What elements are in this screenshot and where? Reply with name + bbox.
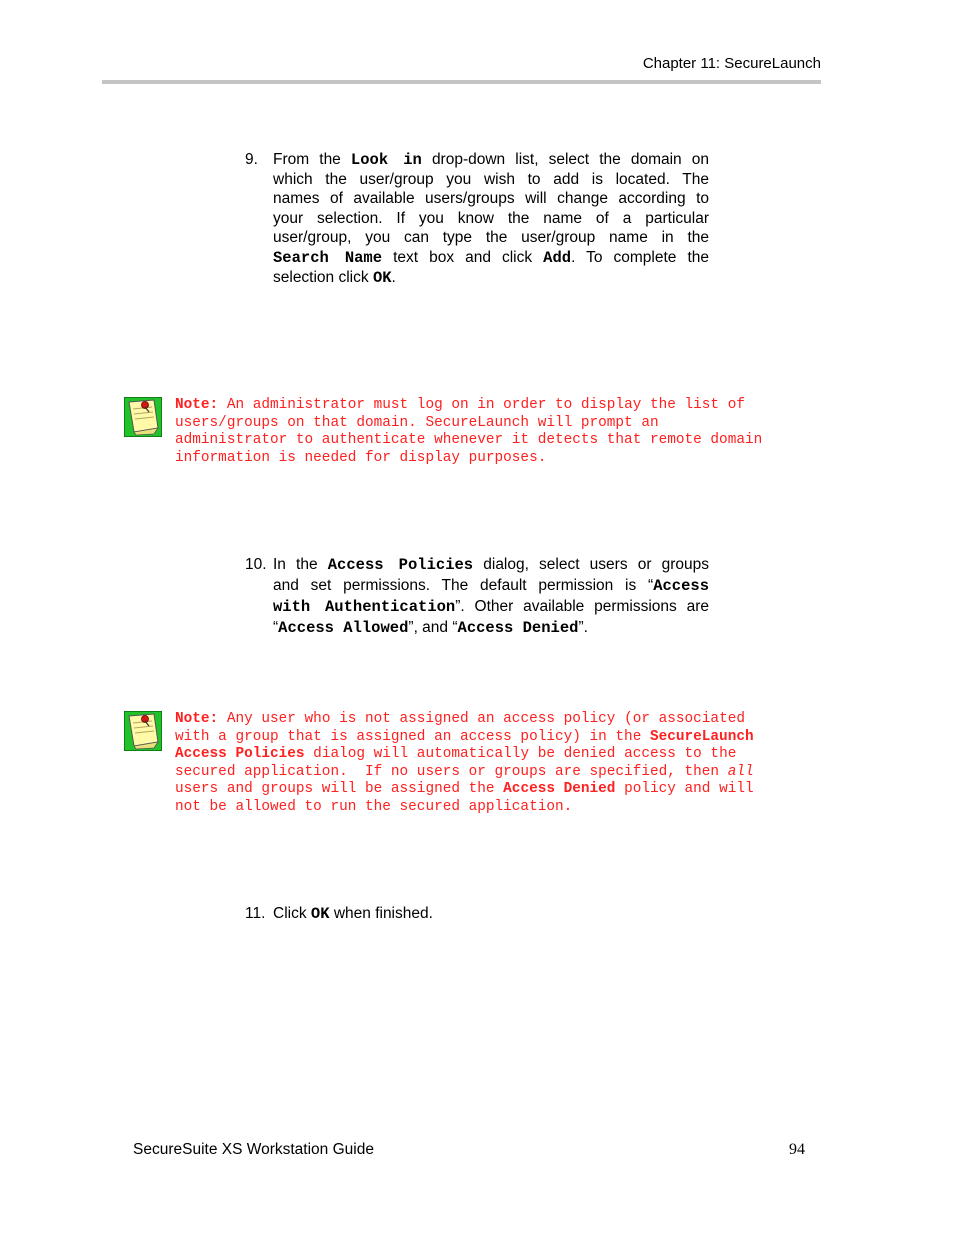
step-line: and set permissions. The default permission is “Access bbox=[273, 577, 709, 595]
step-line: “Access Allowed”, and “Access Denied”. bbox=[273, 619, 588, 637]
note-text: Note: An administrator must log on in order to display the list of users/groups on that domain. SecureLaunch will prompt an administrator to authenticate whenever it detects that remote domain information is needed for display purposes. bbox=[175, 397, 763, 466]
step-9 bbox=[245, 150, 709, 288]
step-10 bbox=[245, 555, 709, 638]
step-line: In the Access Policies dialog, select users or groups bbox=[273, 556, 710, 574]
look-in-term: Look in bbox=[350, 151, 422, 169]
access-allowed-term: Access Allowed bbox=[278, 619, 409, 637]
access-policies-term: Access Policies bbox=[175, 746, 305, 763]
step-number: 10. bbox=[245, 556, 267, 573]
ok-term: OK bbox=[372, 269, 392, 287]
step-line: Click OK when finished. bbox=[273, 905, 433, 923]
access-denied-term: Access Denied bbox=[503, 781, 616, 798]
header-rule bbox=[102, 80, 821, 84]
access-term: Access bbox=[653, 577, 709, 595]
add-term: Add bbox=[543, 248, 572, 267]
all-term: all bbox=[727, 763, 754, 780]
step-number: 9. bbox=[245, 151, 258, 168]
ok-term: OK bbox=[310, 905, 330, 923]
with-authentication-term: with Authentication bbox=[273, 598, 456, 616]
page-number: 94 bbox=[789, 1141, 805, 1158]
step-line: your selection. If you know the name of a particular bbox=[273, 209, 709, 227]
access-policies-term: Access Policies bbox=[327, 556, 474, 574]
step-11 bbox=[245, 904, 709, 924]
sticky-note-icon bbox=[124, 397, 162, 437]
step-line: with Authentication”. Other available permissions are bbox=[273, 598, 709, 616]
access-denied-term: Access Denied bbox=[457, 619, 579, 637]
step-line: names of available users/groups will change according to bbox=[273, 190, 709, 207]
step-line: selection click OK. bbox=[273, 269, 396, 287]
step-line: Search Name text box and click Add. To complete the bbox=[273, 248, 709, 267]
note-text: Note: Any user who is not assigned an access policy (or associated with a group that is assigned an access policy) in the SecureLaunch Access Policies dialog will automatically be denied access to the secured application. If no users or groups are specified, then all users and groups will be assigned the Access Denied policy and will not be allowed to run the secured application. bbox=[175, 711, 754, 815]
step-line: user/group, you can type the user/group name in the bbox=[273, 229, 709, 246]
step-line: which the user/group you wish to add is located. The bbox=[273, 170, 709, 188]
search-name-term: Search Name bbox=[273, 248, 383, 267]
sticky-note-icon bbox=[124, 711, 162, 751]
securelaunch-term: SecureLaunch bbox=[649, 728, 754, 745]
chapter-title: Chapter 11: SecureLaunch bbox=[642, 55, 821, 72]
guide-title: SecureSuite XS Workstation Guide bbox=[133, 1141, 374, 1158]
step-line: From the Look in drop-down list, select the domain on bbox=[273, 151, 710, 169]
step-number: 11. bbox=[245, 905, 266, 922]
